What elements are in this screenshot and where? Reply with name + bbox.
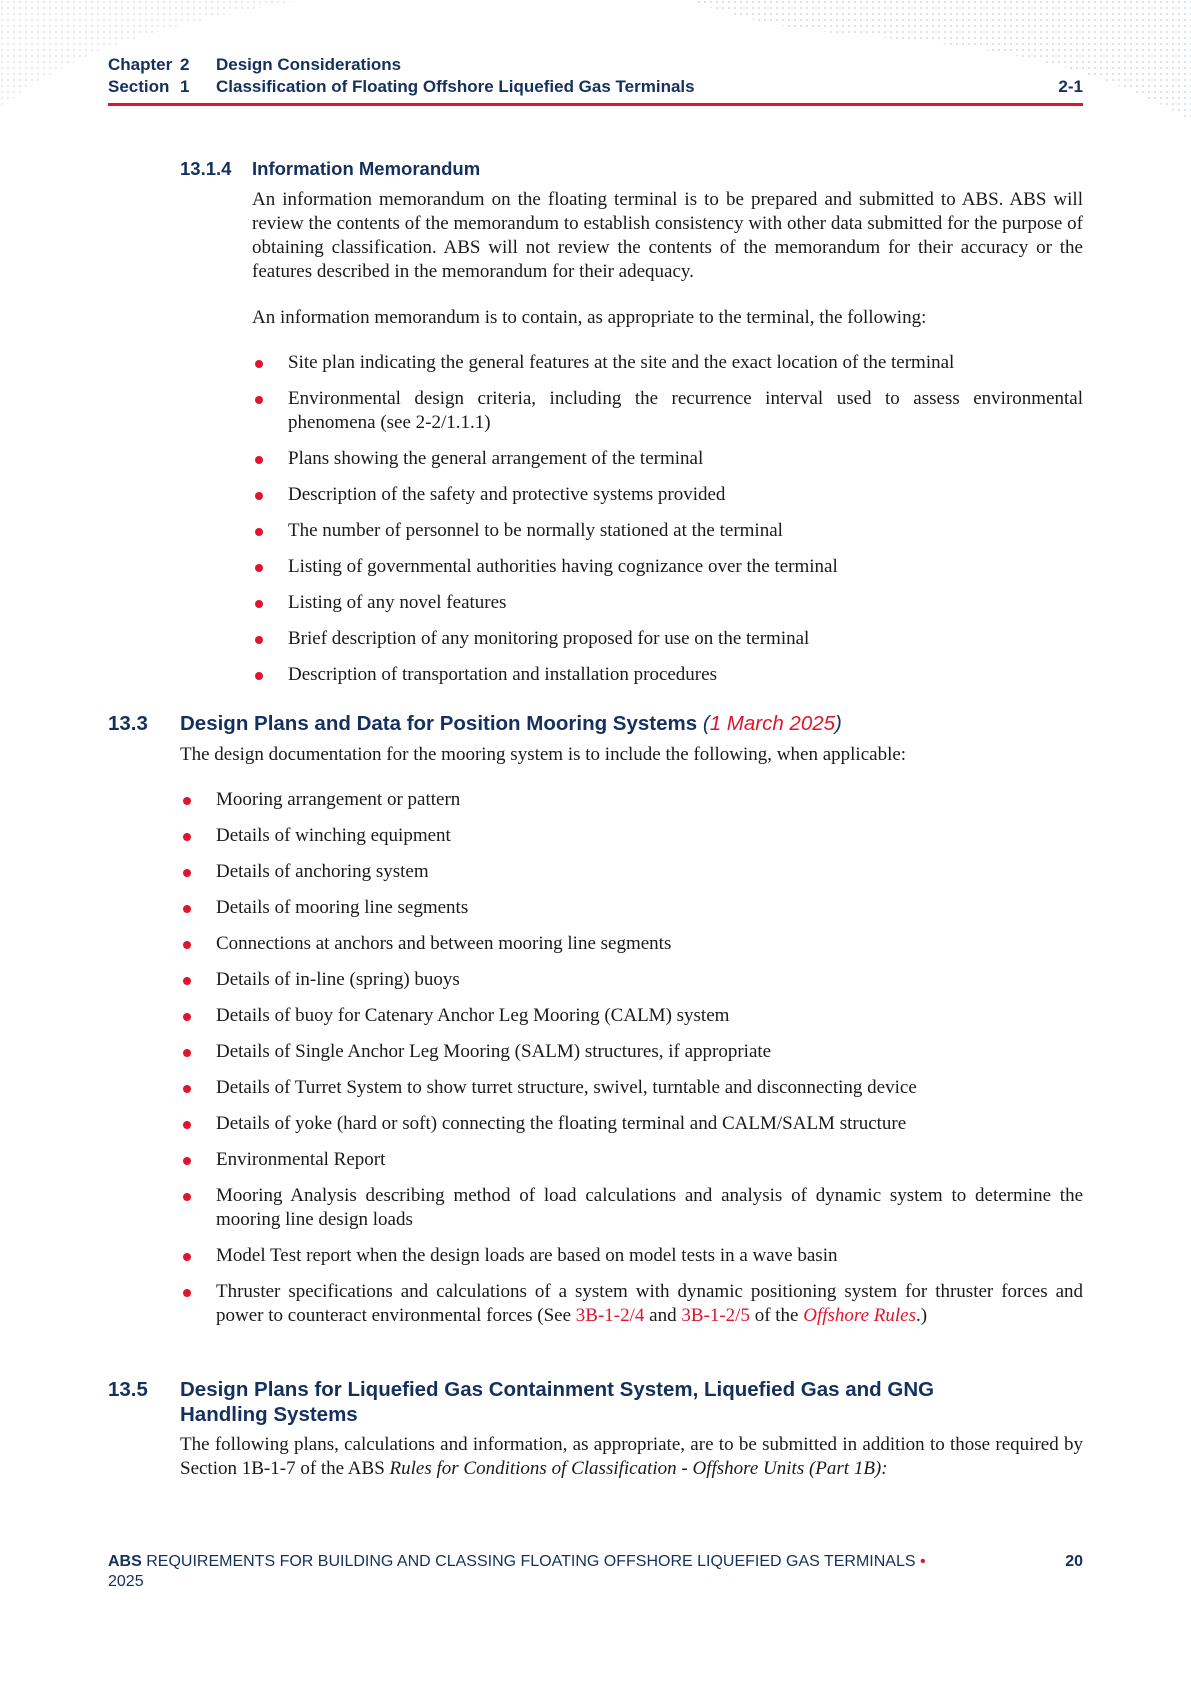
document-page: Chapter 2 Design Considerations Section 1 Classification of Floating Offshore Liquefied Gas Terminals 2-1 13.1.4 Information Memorandum An information memorandum on the floating terminal is to be prepared and submitted to ABS. ABS will review the contents of the memorandum to establish consistency with other data submitted for the purpose of obtaining classification. ABS will not review the contents of the memorandum for their accuracy or the features described in the memorandum for their adequacy. An information memorandum is to contain, as appropriate to the terminal, the following: Site plan indicating the general features at the site and the exact location of the terminal Environmental design criteria, including the recurrence interval used to assess environmental phenomena (see 2-2/1.1.1) Plans showing the general arrangement of the terminal Description of the safety and protective systems provided The number of personnel to be normally stationed at the terminal Listing of governmental authorities having cognizance over the terminal Listing of any novel features Brief description of any monitoring proposed for use on the terminal Description of transportation and installation procedures 13.3 Design Plans and Data for Position Mooring Systems (1 March 2025) The design documentation for the mooring system is to include the following, when applicable: Mooring arrangement or pattern Details of winching equipment Details of anchoring system Details of mooring line segments Connections at anchors and between mooring line segments Details of in-line (spring) buoys Details of buoy for Catenary Anchor Leg Mooring (CALM) system Details of Single Anchor Leg Mooring (SALM) structures, if appropriate Details of Turret System to show turret structure, swivel, turntable and disconnecting device Details of yoke (hard or soft) connecting the floating terminal and CALM/SALM structure Environmental Report Mooring Analysis describing method of load calculations and analysis of dynamic system to determine the mooring line design loads Model Test report when the design loads are based on model tests in a wave basin Thruster specifications and calculations of a system with dynamic positioning system for thruster forces and power to counteract environmental forces (See 3B-1-2/4 and 3B-1-2/5 of the Offshore Rules.) 13.5 Design Plans for Liquefied Gas Containment System, Liquefied Gas and GNG Handling Systems The following plans, calculations and information, as appropriate, are to be submitted in addition to those required by Section 1B-1-7 of the ABS Rules for Conditions of Classification - Offshore Units (Part 1B): ABS REQUIREMENTS FOR BUILDING AND CLASSING FLOATING OFFSHORE LIQUEFIED GAS TERMINALS • 2025 20 — [0, 0, 1191, 1684]
bullet-icon — [255, 456, 263, 464]
bullet-icon — [183, 905, 191, 913]
bullet-icon — [183, 833, 191, 841]
link-3b-1-2-5[interactable]: 3B-1-2/5 — [681, 1305, 750, 1326]
bullet-icon — [183, 1289, 191, 1297]
heading-title-line: Design Plans and Data for Position Mooring Systems (1 March 2025) — [180, 712, 842, 735]
bullet-icon — [255, 672, 263, 680]
header-rule — [108, 103, 1083, 106]
bullet-icon — [183, 869, 191, 877]
bullet-icon — [183, 1157, 191, 1165]
page-header — [108, 54, 1083, 98]
footer-title: ABS REQUIREMENTS FOR BUILDING AND CLASSING FLOATING OFFSHORE LIQUEFIED GAS TERMINALS • 2025 — [108, 1553, 926, 1590]
bullet-icon — [183, 1121, 191, 1129]
chapter-number: 2 — [180, 55, 190, 74]
page-number: 20 — [1065, 1553, 1083, 1570]
link-offshore-rules[interactable]: Offshore Rules — [803, 1305, 917, 1326]
page-footer — [108, 1552, 1083, 1592]
heading-title: Design Plans for Liquefied Gas Containment System, Liquefied Gas and GNG Handling Systems — [180, 1378, 935, 1426]
bullet-icon — [183, 941, 191, 949]
bullet-icon — [255, 396, 263, 404]
footer-year: 2025 — [108, 1573, 144, 1590]
heading-title: Information Memorandum — [252, 158, 481, 179]
section-label: Section — [108, 77, 170, 96]
chapter-label: Chapter — [108, 55, 173, 74]
section-title: Classification of Floating Offshore Liquefied Gas Terminals — [216, 77, 695, 96]
paragraph-memorandum-contents: An information memorandum is to contain, as appropriate to the terminal, the following: — [252, 307, 927, 328]
bullet-icon — [255, 564, 263, 572]
bullet-icon — [255, 528, 263, 536]
header-section-row — [108, 76, 1083, 98]
bullet-icon — [183, 1049, 191, 1057]
bullet-icon — [183, 1013, 191, 1021]
bullet-icon — [183, 977, 191, 985]
section-number: 1 — [180, 77, 190, 96]
paragraph-mooring-intro: The design documentation for the mooring system is to include the following, when applicable: — [180, 744, 907, 765]
bullet-icon — [183, 1253, 191, 1261]
paragraph-containment: The following plans, calculations and information, as appropriate, are to be submitted in addition to those required by Section 1B-1-7 of the ABS Rules for Conditions of Classification - Offshore Units (Part 1B): — [180, 1434, 1083, 1479]
heading-title: Design Plans and Data for Position Mooring Systems — [180, 712, 698, 735]
abs-logo-text: ABS — [108, 1553, 142, 1570]
link-3b-1-2-4[interactable]: 3B-1-2/4 — [575, 1305, 645, 1326]
page-reference: 2-1 — [1058, 77, 1083, 96]
bullet-icon — [183, 1193, 191, 1201]
bullet-icon — [255, 492, 263, 500]
heading-number: 13.5 — [108, 1378, 148, 1401]
rules-reference: Rules for Conditions of Classification - Offshore Units (Part 1B): — [389, 1458, 888, 1479]
heading-13-1-4 — [180, 158, 480, 180]
bullet-icon — [255, 636, 263, 644]
paragraph-memorandum: An information memorandum on the floating terminal is to be prepared and submitted to ABS. ABS will review the contents of the memorandum to establish consistency with other data submitted for the purpose of obtaining classification. ABS will not review the contents of the memorandum for their accuracy or the features described in the memorandum for their adequacy. — [252, 189, 1083, 282]
heading-number: 13.1.4 — [180, 158, 232, 179]
footer-separator: • — [915, 1553, 926, 1570]
chapter-title: Design Considerations — [216, 55, 402, 74]
bullet-icon — [183, 797, 191, 805]
header-chapter-row — [108, 54, 1083, 76]
heading-number: 13.3 — [108, 712, 148, 735]
bullet-icon — [255, 600, 263, 608]
revision-date: 1 March 2025 — [709, 712, 836, 735]
bullet-icon — [255, 360, 263, 368]
bullet-icon — [183, 1085, 191, 1093]
